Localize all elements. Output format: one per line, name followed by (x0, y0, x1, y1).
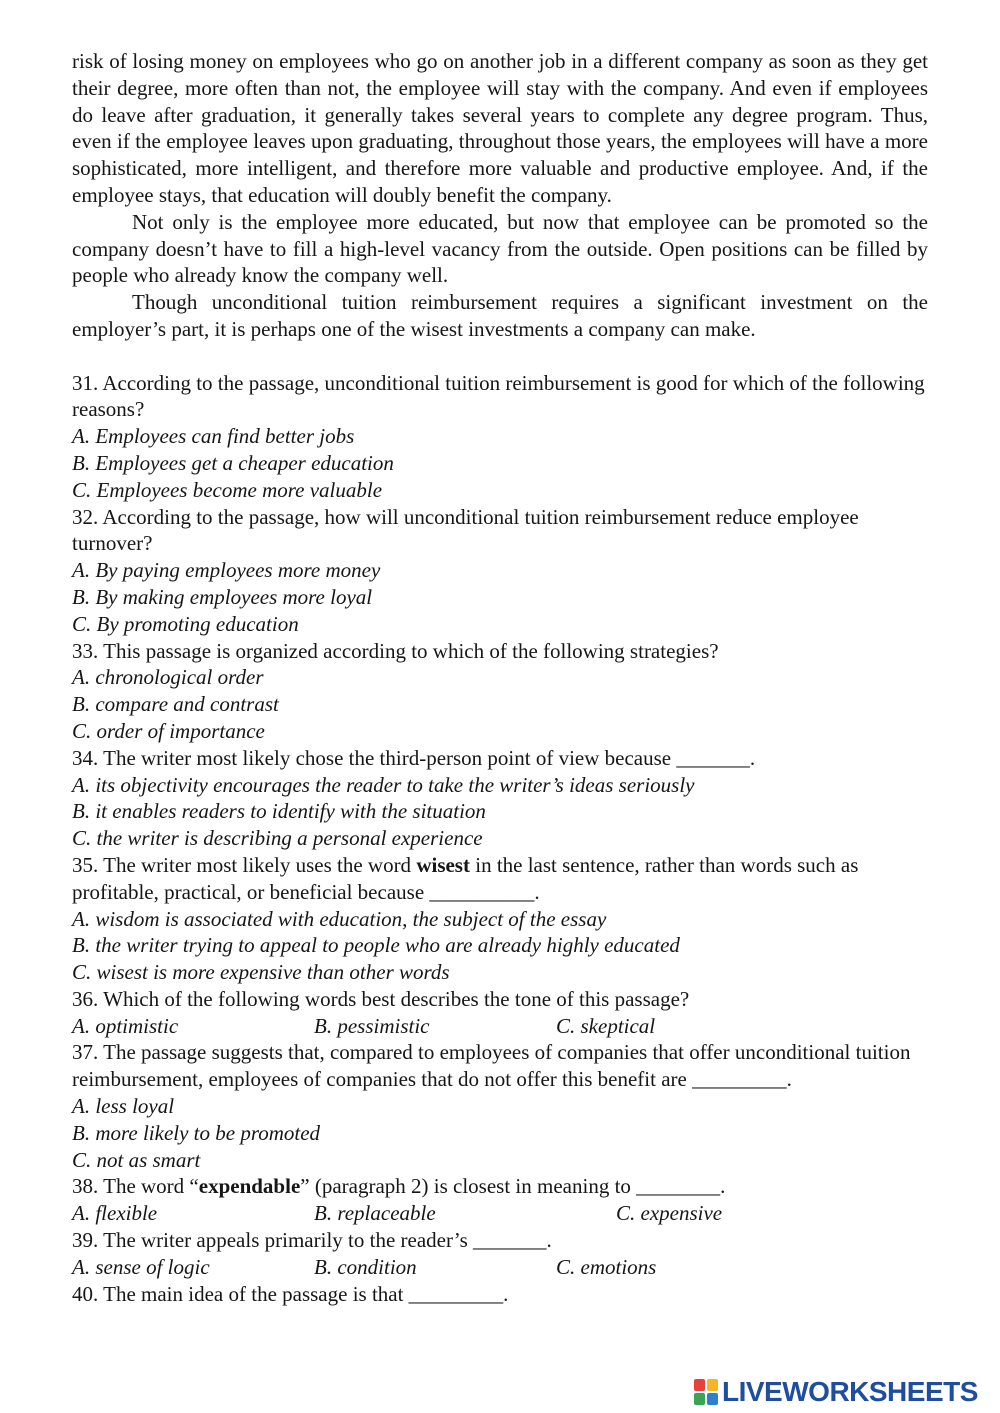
question-39-option-b[interactable]: B. condition (314, 1254, 417, 1279)
question-37: 37. The passage suggests that, compared to employees of companies that offer unconditional tuition reimbursement, employees of companies that do not offer this benefit are _________. (72, 1040, 911, 1092)
question-36-option-c[interactable]: C. skeptical (556, 1013, 656, 1038)
question-31-option-a[interactable]: A. Employees can find better jobs (72, 424, 355, 449)
question-32-option-a[interactable]: A. By paying employees more money (72, 558, 381, 583)
question-38 (72, 1173, 928, 1200)
question-38-option-c[interactable]: C. expensive (616, 1201, 723, 1226)
question-33-option-a[interactable]: A. chronological order (72, 665, 264, 690)
question-35 (72, 852, 928, 906)
question-34-option-c[interactable]: C. the writer is describing a personal experience (72, 826, 483, 851)
question-32-option-c[interactable]: C. By promoting education (72, 611, 299, 636)
question-32-option-b[interactable]: B. By making employees more loyal (72, 584, 373, 609)
question-34-option-a[interactable]: A. its objectivity encourages the reader to take the writer’s ideas seriously (72, 772, 695, 797)
question-39-option-a[interactable]: A. sense of logic (72, 1254, 210, 1279)
question-35-stem-end: in the last sentence, rather than words such as profitable, practical, or beneficial because __________. (72, 852, 859, 904)
question-33-option-c[interactable]: C. order of importance (72, 718, 265, 743)
passage-paragraph-3: Though unconditional tuition reimbursement requires a significant investment on the employer’s part, it is perhaps one of the wisest investments a company can make. (72, 290, 928, 341)
question-35-option-a[interactable]: A. wisdom is associated with education, the subject of the essay (72, 906, 607, 931)
question-35-option-b[interactable]: B. the writer trying to appeal to people who are already highly educated (72, 933, 680, 958)
question-35-option-c[interactable]: C. wisest is more expensive than other words (72, 960, 450, 985)
logo-square-green (694, 1393, 705, 1405)
question-36-option-a[interactable]: A. optimistic (72, 1013, 179, 1038)
question-38-option-a[interactable]: A. flexible (72, 1201, 158, 1226)
liveworksheets-logo (694, 1376, 994, 1408)
question-40: 40. The main idea of the passage is that _________. (72, 1281, 509, 1306)
question-33: 33. This passage is organized according to which of the following strategies? (72, 638, 719, 663)
worksheet-page (72, 48, 928, 1307)
logo-text: LIVEWORKSHEETS (722, 1376, 978, 1407)
question-39-option-c[interactable]: C. emotions (556, 1254, 657, 1279)
question-38-option-b[interactable]: B. replaceable (314, 1201, 436, 1226)
question-39-options (72, 1254, 928, 1281)
logo-square-blue (707, 1393, 718, 1405)
question-36-option-b[interactable]: B. pessimistic (314, 1013, 430, 1038)
question-34: 34. The writer most likely chose the third-person point of view because _______. (72, 745, 756, 770)
question-37-option-a[interactable]: A. less loyal (72, 1094, 175, 1119)
question-37-option-c[interactable]: C. not as smart (72, 1147, 201, 1172)
question-36-options (72, 1013, 928, 1040)
question-34-option-b[interactable]: B. it enables readers to identify with the situation (72, 799, 486, 824)
liveworksheets-logo-icon (694, 1379, 718, 1405)
question-32: 32. According to the passage, how will unconditional tuition reimbursement reduce employee turnover? (72, 504, 859, 556)
question-38-stem-start: 38. The word “ (72, 1174, 199, 1199)
question-31-option-b[interactable]: B. Employees get a cheaper education (72, 450, 394, 475)
question-36: 36. Which of the following words best describes the tone of this passage? (72, 986, 690, 1011)
question-38-stem-end: ” (paragraph 2) is closest in meaning to ________. (300, 1174, 726, 1199)
question-38-options (72, 1200, 928, 1227)
question-31: 31. According to the passage, unconditional tuition reimbursement is good for which of the following reasons? (72, 370, 925, 422)
passage-paragraph-2: Not only is the employee more educated, but now that employee can be promoted so the company doesn’t have to fill a high-level vacancy from the outside. Open positions can be filled by people who already know the company well. (72, 209, 928, 288)
question-33-option-b[interactable]: B. compare and contrast (72, 692, 279, 717)
question-31-option-c[interactable]: C. Employees become more valuable (72, 477, 383, 502)
question-39: 39. The writer appeals primarily to the reader’s _______. (72, 1228, 552, 1253)
question-37-option-b[interactable]: B. more likely to be promoted (72, 1120, 321, 1145)
passage-paragraph-1: risk of losing money on employees who go on another job in a different company as soon as they get their degree, more often than not, the employee will stay with the company. And even if employees do leave after graduation, it generally takes several years to complete any degree program. Thus, even if the employee leaves upon graduating, throughout those years, the employees will have a more sophisticated, more intelligent, and therefore more valuable and productive employee. And, if the employee stays, that education will doubly benefit the company. (72, 49, 928, 207)
question-38-keyword: expendable (198, 1174, 301, 1199)
question-35-stem-start: 35. The writer most likely uses the word (72, 852, 417, 877)
logo-square-yellow (707, 1379, 718, 1391)
logo-square-red (694, 1379, 705, 1391)
question-35-keyword: wisest (416, 852, 470, 877)
